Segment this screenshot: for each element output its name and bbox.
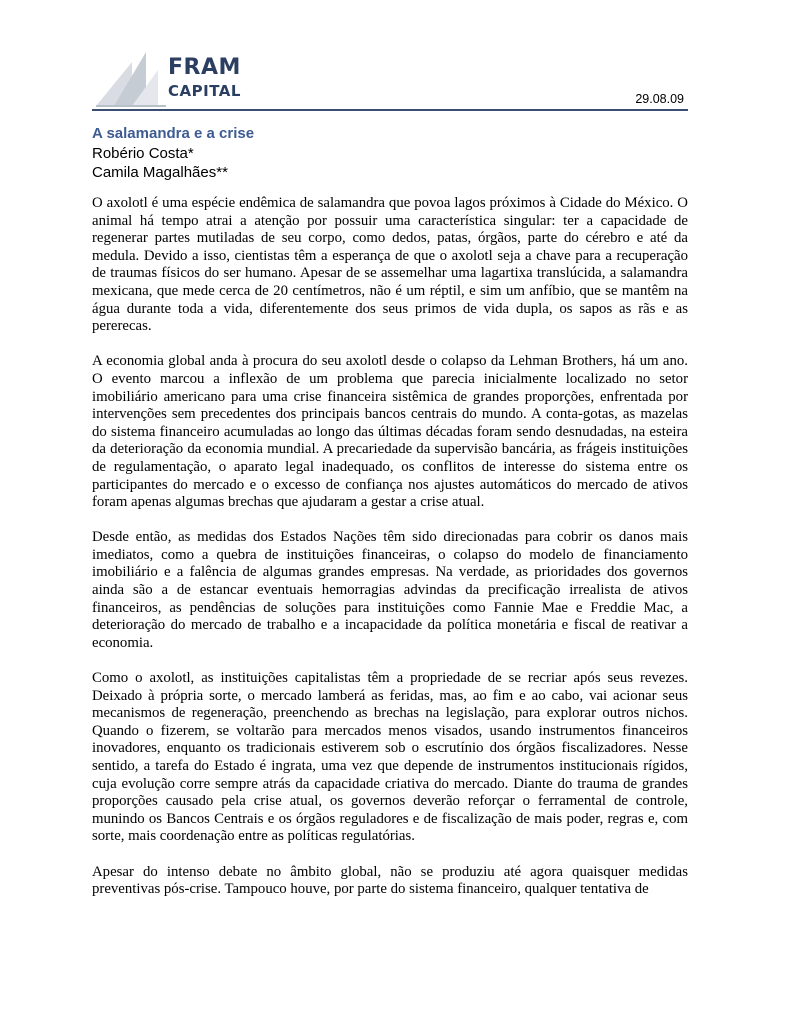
page-header xyxy=(92,48,688,112)
article-title: A salamandra e a crise xyxy=(92,125,255,142)
paragraph-2: A economia global anda à procura do seu axolotl desde o colapso da Lehman Brothers, há um ano. O evento marcou a inflexão de um problema que parecia inicialmente localizado no setor imobiliário americano para uma crise financeira sistêmica de grandes proporções, enfrentada por intervenções sem precedentes dos principais bancos centrais do mundo. A conta-gotas, as mazelas do sistema financeiro acumuladas ao longo das últimas décadas foram sendo desnudadas, na esteira da deterioração da economia mundial. A precariedade da supervisão bancária, as frágeis instituições de regulamentação, o aparato legal inadequado, os conflitos de interesse do sistema entre os participantes do mercado e o excesso de confiança nos ajustes automáticos do mercado de ativos foram apenas algumas brechas que ajudaram a gestar a crise atual. xyxy=(92,353,688,511)
paragraph-3: Desde então, as medidas dos Estados Nações têm sido direcionadas para cobrir os danos mais imediatos, como a quebra de instituições financeiras, o colapso do modelo de financiamento imobiliário e a falência de algumas grandes empresas. Na verdade, as prioridades dos governos ainda são a de estancar eventuais hemorragias advindas da precificação irrealista de ativos financeiros, as pendências de soluções para instituições como Fannie Mae e Freddie Mac, a deterioração do mercado de trabalho e a incapacidade da política monetária e fiscal de reativar a economia. xyxy=(92,529,688,651)
article-heading xyxy=(92,124,688,182)
author-1: Robério Costa* xyxy=(92,145,194,162)
fram-capital-logo xyxy=(92,48,252,108)
paragraph-5: Apesar do intenso debate no âmbito global, não se produziu até agora quaisquer medidas preventivas pós-crise. Tampouco houve, por parte do sistema financeiro, qualquer tentativa de xyxy=(92,863,688,898)
author-2: Camila Magalhães** xyxy=(92,164,228,181)
logo-text-capital: CAPITAL xyxy=(168,82,241,100)
header-rule xyxy=(92,109,688,111)
article-body xyxy=(92,195,688,916)
paragraph-4: Como o axolotl, as instituições capitalistas têm a propriedade de se recriar após seus revezes. Deixado à própria sorte, o mercado lamberá as feridas, mas, ao fim e ao cabo, vai acionar seus mecanismos de regeneração, preenchendo as brechas na legislação, para explorar outros nichos. Quando o fizerem, se voltarão para mercados menos visados, usando instrumentos financeiros inovadores, enquanto os tradicionais estiverem sob o escrutínio dos órgãos fiscalizadores. Nesse sentido, a tarefa do Estado é ingrata, uma vez que depende de instrumentos institucionais rígidos, cuja evolução corre sempre atrás da capacidade criativa do mercado. Diante do trauma de grandes proporções causado pela crise atual, os governos deverão reforçar o ferramental de controle, munindo os Bancos Centrais e os órgãos reguladores e de fiscalização de mais poder, regras e, com sorte, mais coordenação entre as políticas regulatórias. xyxy=(92,670,688,845)
sail-logo-icon xyxy=(92,48,172,108)
document-date: 29.08.09 xyxy=(635,92,684,106)
logo-text-fram: FRAM xyxy=(168,55,241,80)
paragraph-1: O axolotl é uma espécie endêmica de salamandra que povoa lagos próximos à Cidade do México. O animal há tempo atrai a atenção por possuir uma característica singular: ter a capacidade de regenerar partes mutiladas de seu corpo, como dedos, patas, órgãos, parte do cérebro e até da medula. Devido a isso, cientistas têm a esperança de que o axolotl seja a chave para a recuperação de traumas físicos do ser humano. Apesar de se assemelhar uma lagartixa translúcida, a salamandra mexicana, que mede cerca de 20 centímetros, não é um réptil, e sim um anfíbio, que se mantêm na água durante toda a vida, diferentemente dos seus primos de vida dupla, os sapos as rãs e as pererecas. xyxy=(92,195,688,335)
